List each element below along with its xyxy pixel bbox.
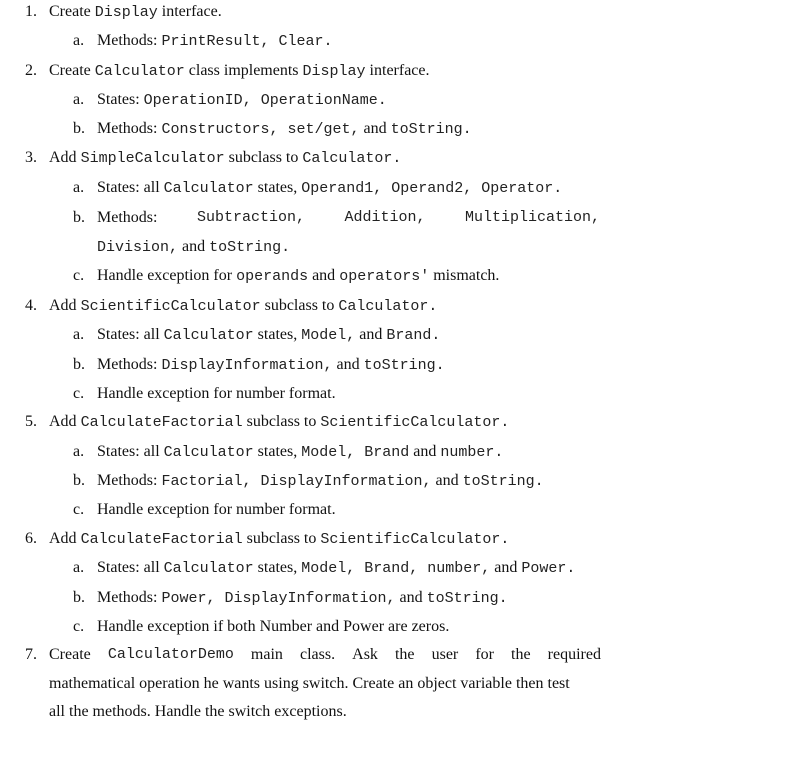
item-number: 2. bbox=[25, 62, 37, 79]
text-run: Add bbox=[49, 149, 81, 166]
sub-item-text bbox=[97, 589, 508, 606]
sub-item bbox=[73, 471, 544, 492]
sub-item-letter: b. bbox=[73, 472, 85, 489]
code-token: Factorial, DisplayInformation, bbox=[161, 473, 432, 490]
sub-item-letter: c. bbox=[73, 501, 85, 518]
text-run: Methods: bbox=[97, 472, 162, 489]
sub-item bbox=[73, 442, 503, 463]
sub-item-text bbox=[97, 443, 503, 460]
text-run: for bbox=[475, 646, 494, 663]
code-token: Power. bbox=[521, 560, 576, 577]
sub-item-letter: c. bbox=[73, 267, 85, 284]
sub-item bbox=[73, 355, 445, 376]
list-item bbox=[25, 296, 437, 317]
code-token: Brand. bbox=[386, 327, 441, 344]
text-run: Handle exception for number format. bbox=[97, 501, 336, 518]
text-run: Create bbox=[49, 62, 95, 79]
code-token: Division, bbox=[97, 239, 179, 256]
sub-item-letter: b. bbox=[73, 209, 85, 226]
text-run: user bbox=[431, 646, 459, 663]
code-token: Addition, bbox=[344, 209, 426, 226]
code-token: Subtraction, bbox=[196, 209, 305, 226]
text-run: and bbox=[395, 589, 427, 606]
code-token: Calculator bbox=[94, 63, 185, 80]
code-token: ScientificCalculator bbox=[80, 298, 261, 315]
sub-item-text bbox=[97, 618, 449, 635]
item-number: 3. bbox=[25, 149, 37, 166]
item-text bbox=[49, 62, 430, 79]
code-token: Calculator. bbox=[338, 298, 438, 315]
code-token: Calculator. bbox=[302, 150, 402, 167]
sub-item-text bbox=[97, 238, 290, 255]
sub-item bbox=[73, 90, 387, 111]
code-token: Calculator bbox=[163, 560, 254, 577]
code-token: Power, DisplayInformation, bbox=[161, 590, 396, 607]
text-run: Create bbox=[49, 3, 95, 20]
sub-item-letter: b. bbox=[73, 120, 85, 137]
code-token: Model, bbox=[301, 327, 356, 344]
text-run: States: all bbox=[97, 559, 164, 576]
item-number: 1. bbox=[25, 3, 37, 20]
text-run: the bbox=[511, 646, 531, 663]
list-item bbox=[25, 148, 401, 169]
text-run: Methods: bbox=[97, 356, 162, 373]
code-token: number. bbox=[440, 444, 504, 461]
text-run: interface. bbox=[365, 62, 430, 79]
text-run: states, bbox=[253, 559, 302, 576]
code-token: Operand1, Operand2, Operator. bbox=[301, 180, 563, 197]
code-token: CalculateFactorial bbox=[80, 531, 243, 548]
text-run: Handle exception for number format. bbox=[97, 385, 336, 402]
text-run: subclass to bbox=[242, 530, 321, 547]
code-token: Model, Brand, number, bbox=[301, 560, 491, 577]
text-run: and bbox=[431, 472, 463, 489]
sub-item bbox=[73, 119, 472, 140]
text-run: Add bbox=[49, 413, 81, 430]
text-run: states, bbox=[253, 179, 302, 196]
text-run: states, bbox=[253, 326, 302, 343]
sub-item bbox=[73, 617, 449, 637]
sub-item-text bbox=[97, 559, 575, 576]
sub-item-letter: c. bbox=[73, 385, 85, 402]
text-run: interface. bbox=[157, 3, 222, 20]
text-run: States: all bbox=[97, 326, 164, 343]
text-run: Methods: bbox=[97, 32, 162, 49]
sub-item bbox=[73, 31, 332, 52]
code-token: toString. bbox=[462, 473, 544, 490]
sub-item-letter: a. bbox=[73, 443, 85, 460]
sub-item bbox=[73, 384, 336, 404]
text-run: class. bbox=[299, 646, 336, 663]
text-run: and bbox=[409, 443, 441, 460]
sub-item-text bbox=[97, 385, 336, 402]
text-run: Create bbox=[49, 646, 91, 663]
item-text bbox=[49, 530, 509, 547]
sub-item-letter: a. bbox=[73, 559, 85, 576]
item-text bbox=[49, 149, 401, 166]
list-item bbox=[25, 61, 430, 82]
item-number: 7. bbox=[25, 646, 37, 663]
sub-item-text bbox=[97, 91, 387, 108]
text-run: and bbox=[332, 356, 364, 373]
code-token: PrintResult, Clear. bbox=[161, 33, 333, 50]
item-number: 5. bbox=[25, 413, 37, 430]
item-text bbox=[49, 413, 509, 430]
sub-item-letter: a. bbox=[73, 326, 85, 343]
text-run: Add bbox=[49, 530, 81, 547]
sub-item-letter: a. bbox=[73, 32, 85, 49]
code-token: CalculatorDemo bbox=[107, 646, 234, 663]
text-run: mismatch. bbox=[429, 267, 500, 284]
code-token: Display bbox=[94, 4, 158, 21]
sub-item-letter: b. bbox=[73, 356, 85, 373]
code-token: SimpleCalculator bbox=[80, 150, 225, 167]
sub-item bbox=[73, 325, 440, 346]
code-token: Calculator bbox=[163, 444, 254, 461]
text-run: and bbox=[178, 238, 210, 255]
code-token: Model, Brand bbox=[301, 444, 410, 461]
text-run: Add bbox=[49, 297, 81, 314]
list-item bbox=[25, 412, 509, 433]
sub-item bbox=[73, 558, 575, 579]
text-run: Ask bbox=[352, 646, 378, 663]
sub-item-text bbox=[97, 179, 562, 196]
text-run: and bbox=[355, 326, 387, 343]
code-token: Multiplication, bbox=[464, 209, 600, 226]
text-run: main bbox=[250, 646, 283, 663]
sub-item bbox=[97, 237, 290, 258]
code-token: toString. bbox=[209, 239, 291, 256]
text-run: States: all bbox=[97, 443, 164, 460]
sub-item-text bbox=[97, 120, 472, 137]
code-token: OperationID, OperationName. bbox=[143, 92, 387, 109]
text-run: States: bbox=[97, 91, 144, 108]
text-run: states, bbox=[253, 443, 302, 460]
sub-item-letter: c. bbox=[73, 618, 85, 635]
item-continuation: all the methods. Handle the switch exceptions. bbox=[49, 703, 347, 720]
code-token: ScientificCalculator. bbox=[320, 531, 510, 548]
code-token: Calculator bbox=[163, 180, 254, 197]
list-item bbox=[25, 2, 222, 23]
code-token: toString. bbox=[390, 121, 472, 138]
sub-item-text bbox=[97, 208, 600, 228]
sub-item-text bbox=[97, 32, 332, 49]
text-run: and bbox=[359, 120, 391, 137]
item-text bbox=[49, 645, 601, 665]
text-run: Handle exception for bbox=[97, 267, 237, 284]
text-run: Methods: bbox=[97, 589, 162, 606]
code-token: CalculateFactorial bbox=[80, 414, 243, 431]
sub-item-letter: a. bbox=[73, 179, 85, 196]
sub-item-letter: b. bbox=[73, 589, 85, 606]
text-run: subclass to bbox=[242, 413, 321, 430]
text-run: Methods: bbox=[97, 209, 158, 226]
code-token: ScientificCalculator. bbox=[320, 414, 510, 431]
code-token: toString. bbox=[426, 590, 508, 607]
code-token: operands bbox=[236, 268, 309, 285]
text-run: subclass to bbox=[260, 297, 339, 314]
sub-item-text bbox=[97, 326, 440, 343]
item-text bbox=[49, 297, 437, 314]
text-run: required bbox=[547, 646, 601, 663]
code-token: operators' bbox=[339, 268, 430, 285]
text-run: Handle exception if both Number and Power are zeros. bbox=[97, 618, 450, 635]
text-run: and bbox=[308, 267, 340, 284]
text-run: class implements bbox=[184, 62, 303, 79]
text-run: and bbox=[490, 559, 522, 576]
code-token: Display bbox=[302, 63, 366, 80]
sub-item-text bbox=[97, 472, 544, 489]
list-item bbox=[25, 645, 601, 665]
code-token: Calculator bbox=[163, 327, 254, 344]
sub-item-text bbox=[97, 356, 445, 373]
sub-item bbox=[73, 178, 562, 199]
item-text bbox=[49, 3, 222, 20]
sub-item bbox=[73, 266, 499, 287]
item-number: 4. bbox=[25, 297, 37, 314]
text-run: States: all bbox=[97, 179, 164, 196]
text-run: the bbox=[394, 646, 415, 663]
sub-item-letter: a. bbox=[73, 91, 85, 108]
code-token: Constructors, set/get, bbox=[161, 121, 360, 138]
sub-item bbox=[73, 500, 336, 520]
code-token: DisplayInformation, bbox=[161, 357, 333, 374]
text-run: Methods: bbox=[97, 120, 162, 137]
sub-item bbox=[73, 208, 600, 228]
list-item bbox=[25, 529, 509, 550]
text-run: subclass to bbox=[224, 149, 303, 166]
code-token: toString. bbox=[363, 357, 445, 374]
sub-item bbox=[73, 588, 508, 609]
sub-item-text bbox=[97, 501, 336, 518]
item-continuation: mathematical operation he wants using switch. Create an object variable then test bbox=[49, 675, 570, 692]
item-number: 6. bbox=[25, 530, 37, 547]
sub-item-text bbox=[97, 267, 499, 284]
